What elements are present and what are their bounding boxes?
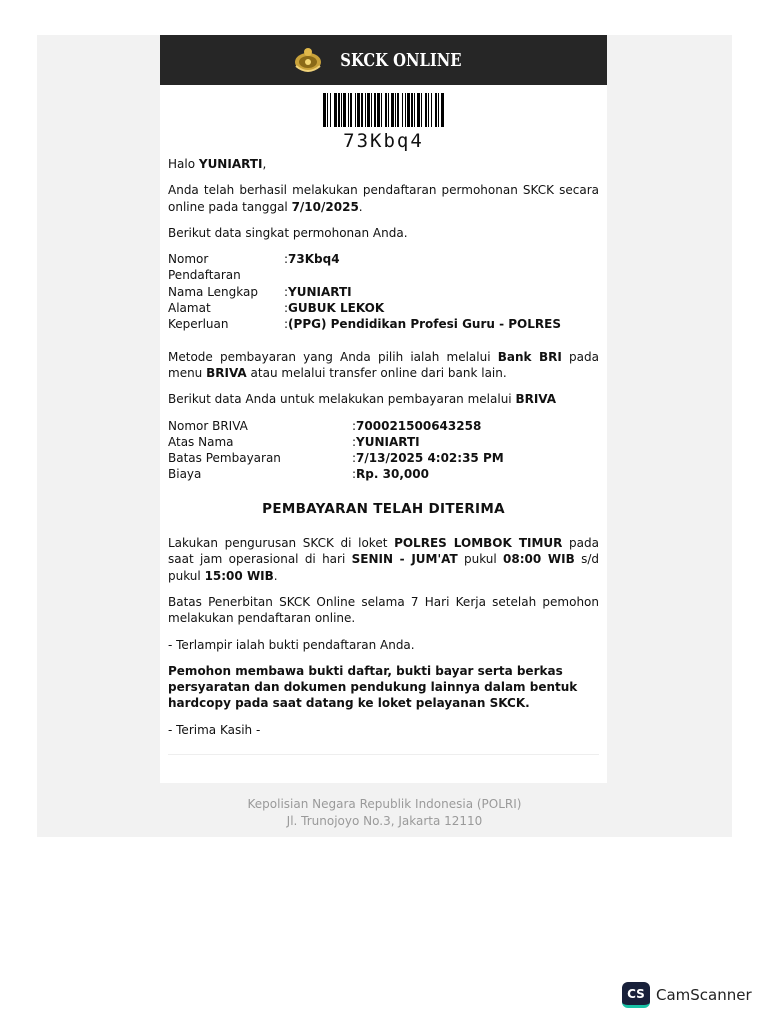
label-alamat: Alamat (168, 301, 211, 316)
payment-method-paragraph (168, 349, 599, 382)
office-days: SENIN - JUM'AT (351, 552, 458, 567)
requirements-notice: Pemohon membawa bukti daftar, bukti bayar serta berkas persyaratan dan dokumen pendukung lainnya dalam bentuk hardcopy pada saat datang ke loket pelayanan SKCK. (168, 663, 578, 711)
instructions-text-1: Lakukan pengurusan SKCK di loket (168, 536, 395, 551)
greeting-prefix: Halo (168, 157, 199, 171)
barcode-bar (444, 93, 445, 127)
instructions-text-3: pukul (457, 552, 504, 567)
value-atas-nama: :YUNIARTI (352, 434, 420, 449)
value-biaya-text: Rp. 30,000 (356, 467, 429, 482)
label-nomor-pendaftaran: Nomor Pendaftaran (168, 252, 241, 283)
registration-barcode (160, 93, 607, 152)
email-body (160, 156, 607, 755)
label-biaya: Biaya (168, 467, 202, 482)
camscanner-label: CamScanner (656, 986, 752, 1004)
footer-line-2: Jl. Trunojoyo No.3, Jakarta 12110 (286, 813, 483, 828)
value-keperluan: :(PPG) Pendidikan Profesi Guru - POLRES (284, 317, 561, 332)
office-close-time: 15:00 WIB (204, 568, 274, 583)
application-details (168, 251, 599, 332)
intro-end: . (358, 199, 363, 214)
payment-method-text-3: atau melalui transfer online dari bank lain. (246, 365, 507, 380)
intro-paragraph (168, 182, 599, 215)
intro-text: Anda telah berhasil melakukan pendaftaran permohonan SKCK secara online pada tanggal (168, 183, 599, 214)
email-card (160, 35, 607, 783)
value-nama-lengkap: :YUNIARTI (284, 284, 352, 299)
payment-details (168, 418, 599, 483)
value-nomor-briva: :700021500643258 (352, 418, 482, 433)
camscanner-watermark (622, 982, 752, 1008)
brand-title: SKCK ONLINE (339, 49, 462, 71)
office-name: POLRES LOMBOK TIMUR (394, 536, 563, 551)
attached-note: - Terlampir ialah bukti pendaftaran Anda. (168, 637, 415, 652)
payment-bank: Bank BRI (497, 349, 562, 364)
value-alamat: :GUBUK LEKOK (284, 301, 385, 316)
label-nama-lengkap: Nama Lengkap (168, 284, 258, 299)
instructions-paragraph (168, 535, 599, 584)
value-batas-pembayaran: :7/13/2025 4:02:35 PM (352, 451, 504, 466)
payment-method-text-2: pada menu (168, 349, 599, 380)
email-background (37, 35, 732, 837)
greeting (168, 156, 599, 172)
payment-method-text-1: Metode pembayaran yang Anda pilih ialah melalui (168, 349, 498, 364)
label-nomor-briva: Nomor BRIVA (168, 418, 248, 433)
value-atas-nama-text: YUNIARTI (356, 434, 420, 449)
value-keperluan-text: (PPG) Pendidikan Profesi Guru - POLRES (288, 317, 561, 332)
instructions-text-4: s/d pukul (168, 552, 599, 583)
value-nomor-pendaftaran-text: 73Kbq4 (288, 252, 340, 267)
label-atas-nama: Atas Nama (168, 434, 234, 449)
office-open-time: 08:00 WIB (503, 552, 575, 567)
logo (293, 46, 475, 74)
payment-intro (168, 391, 599, 407)
barcode-bars (323, 93, 445, 127)
greeting-name: YUNIARTI (198, 157, 263, 171)
value-biaya: :Rp. 30,000 (352, 467, 429, 482)
instructions-text-2: pada saat jam operasional di hari (168, 536, 599, 567)
value-nomor-pendaftaran: :73Kbq4 (284, 252, 340, 267)
payment-menu: BRIVA (206, 365, 247, 380)
summary-intro: Berikut data singkat permohonan Anda. (168, 225, 408, 240)
header-bar (160, 35, 607, 85)
closing-thanks: - Terima Kasih - (168, 722, 261, 737)
police-emblem-icon (293, 46, 323, 74)
greeting-suffix: , (262, 157, 267, 171)
label-keperluan: Keperluan (168, 317, 229, 332)
value-nama-lengkap-text: YUNIARTI (288, 284, 352, 299)
instructions-text-5: . (273, 568, 278, 583)
label-batas-pembayaran: Batas Pembayaran (168, 451, 281, 466)
camscanner-icon: CS (622, 982, 650, 1008)
footer-line-1: Kepolisian Negara Republik Indonesia (POLRI) (247, 797, 522, 811)
payment-status-heading: PEMBAYARAN TELAH DITERIMA (262, 500, 505, 517)
deadline-paragraph: Batas Penerbitan SKCK Online selama 7 Hari Kerja setelah pemohon melakukan pendaftaran online. (168, 594, 599, 626)
barcode-code: 73Kbq4 (343, 130, 424, 152)
registration-date: 7/10/2025 (291, 199, 359, 214)
payment-channel: BRIVA (515, 392, 557, 407)
footer (37, 796, 732, 829)
value-alamat-text: GUBUK LEKOK (288, 301, 385, 316)
payment-intro-text: Berikut data Anda untuk melakukan pembayaran melalui (168, 392, 516, 407)
value-batas-pembayaran-text: 7/13/2025 4:02:35 PM (356, 451, 504, 466)
content-divider (168, 754, 599, 755)
value-nomor-briva-text: 700021500643258 (356, 418, 482, 433)
